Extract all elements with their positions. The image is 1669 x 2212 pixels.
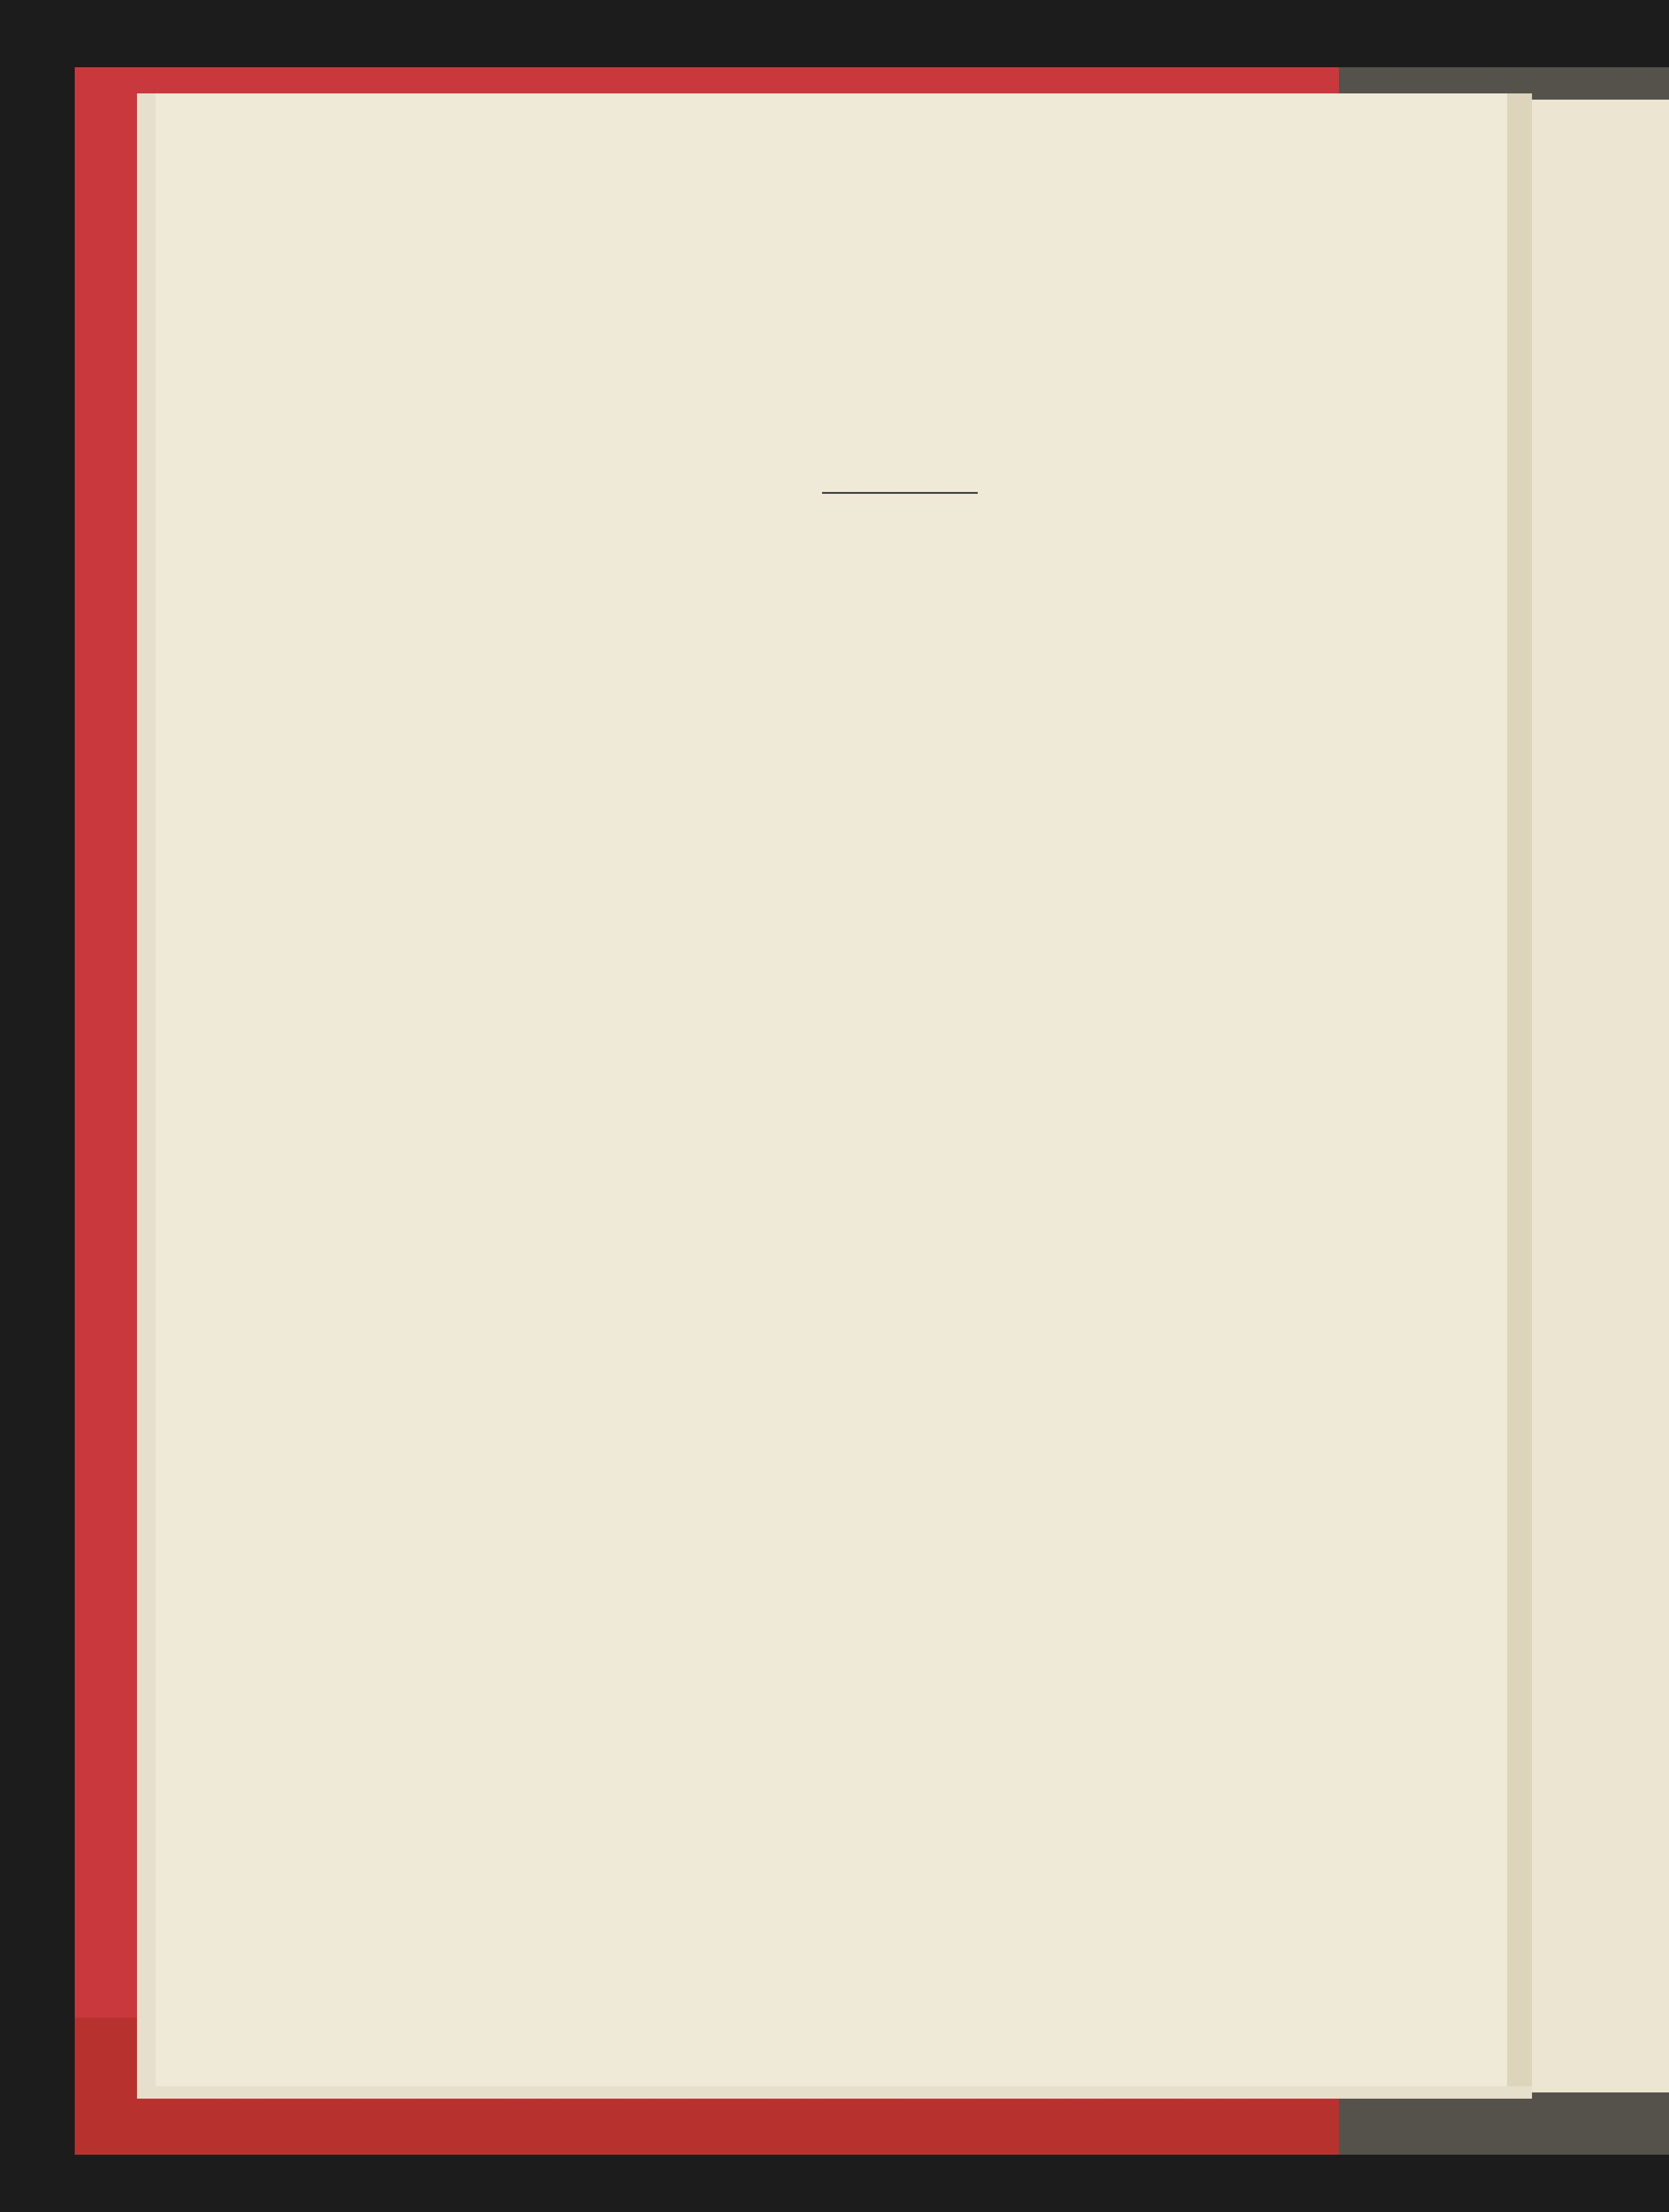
previous-article-lines	[367, 267, 1451, 365]
text-line	[367, 316, 1451, 365]
section-divider	[822, 492, 978, 494]
signature-row	[367, 372, 1364, 422]
text-line	[367, 267, 1451, 316]
facing-page	[1529, 100, 1669, 2092]
page-fold-shadow	[1507, 93, 1532, 2086]
